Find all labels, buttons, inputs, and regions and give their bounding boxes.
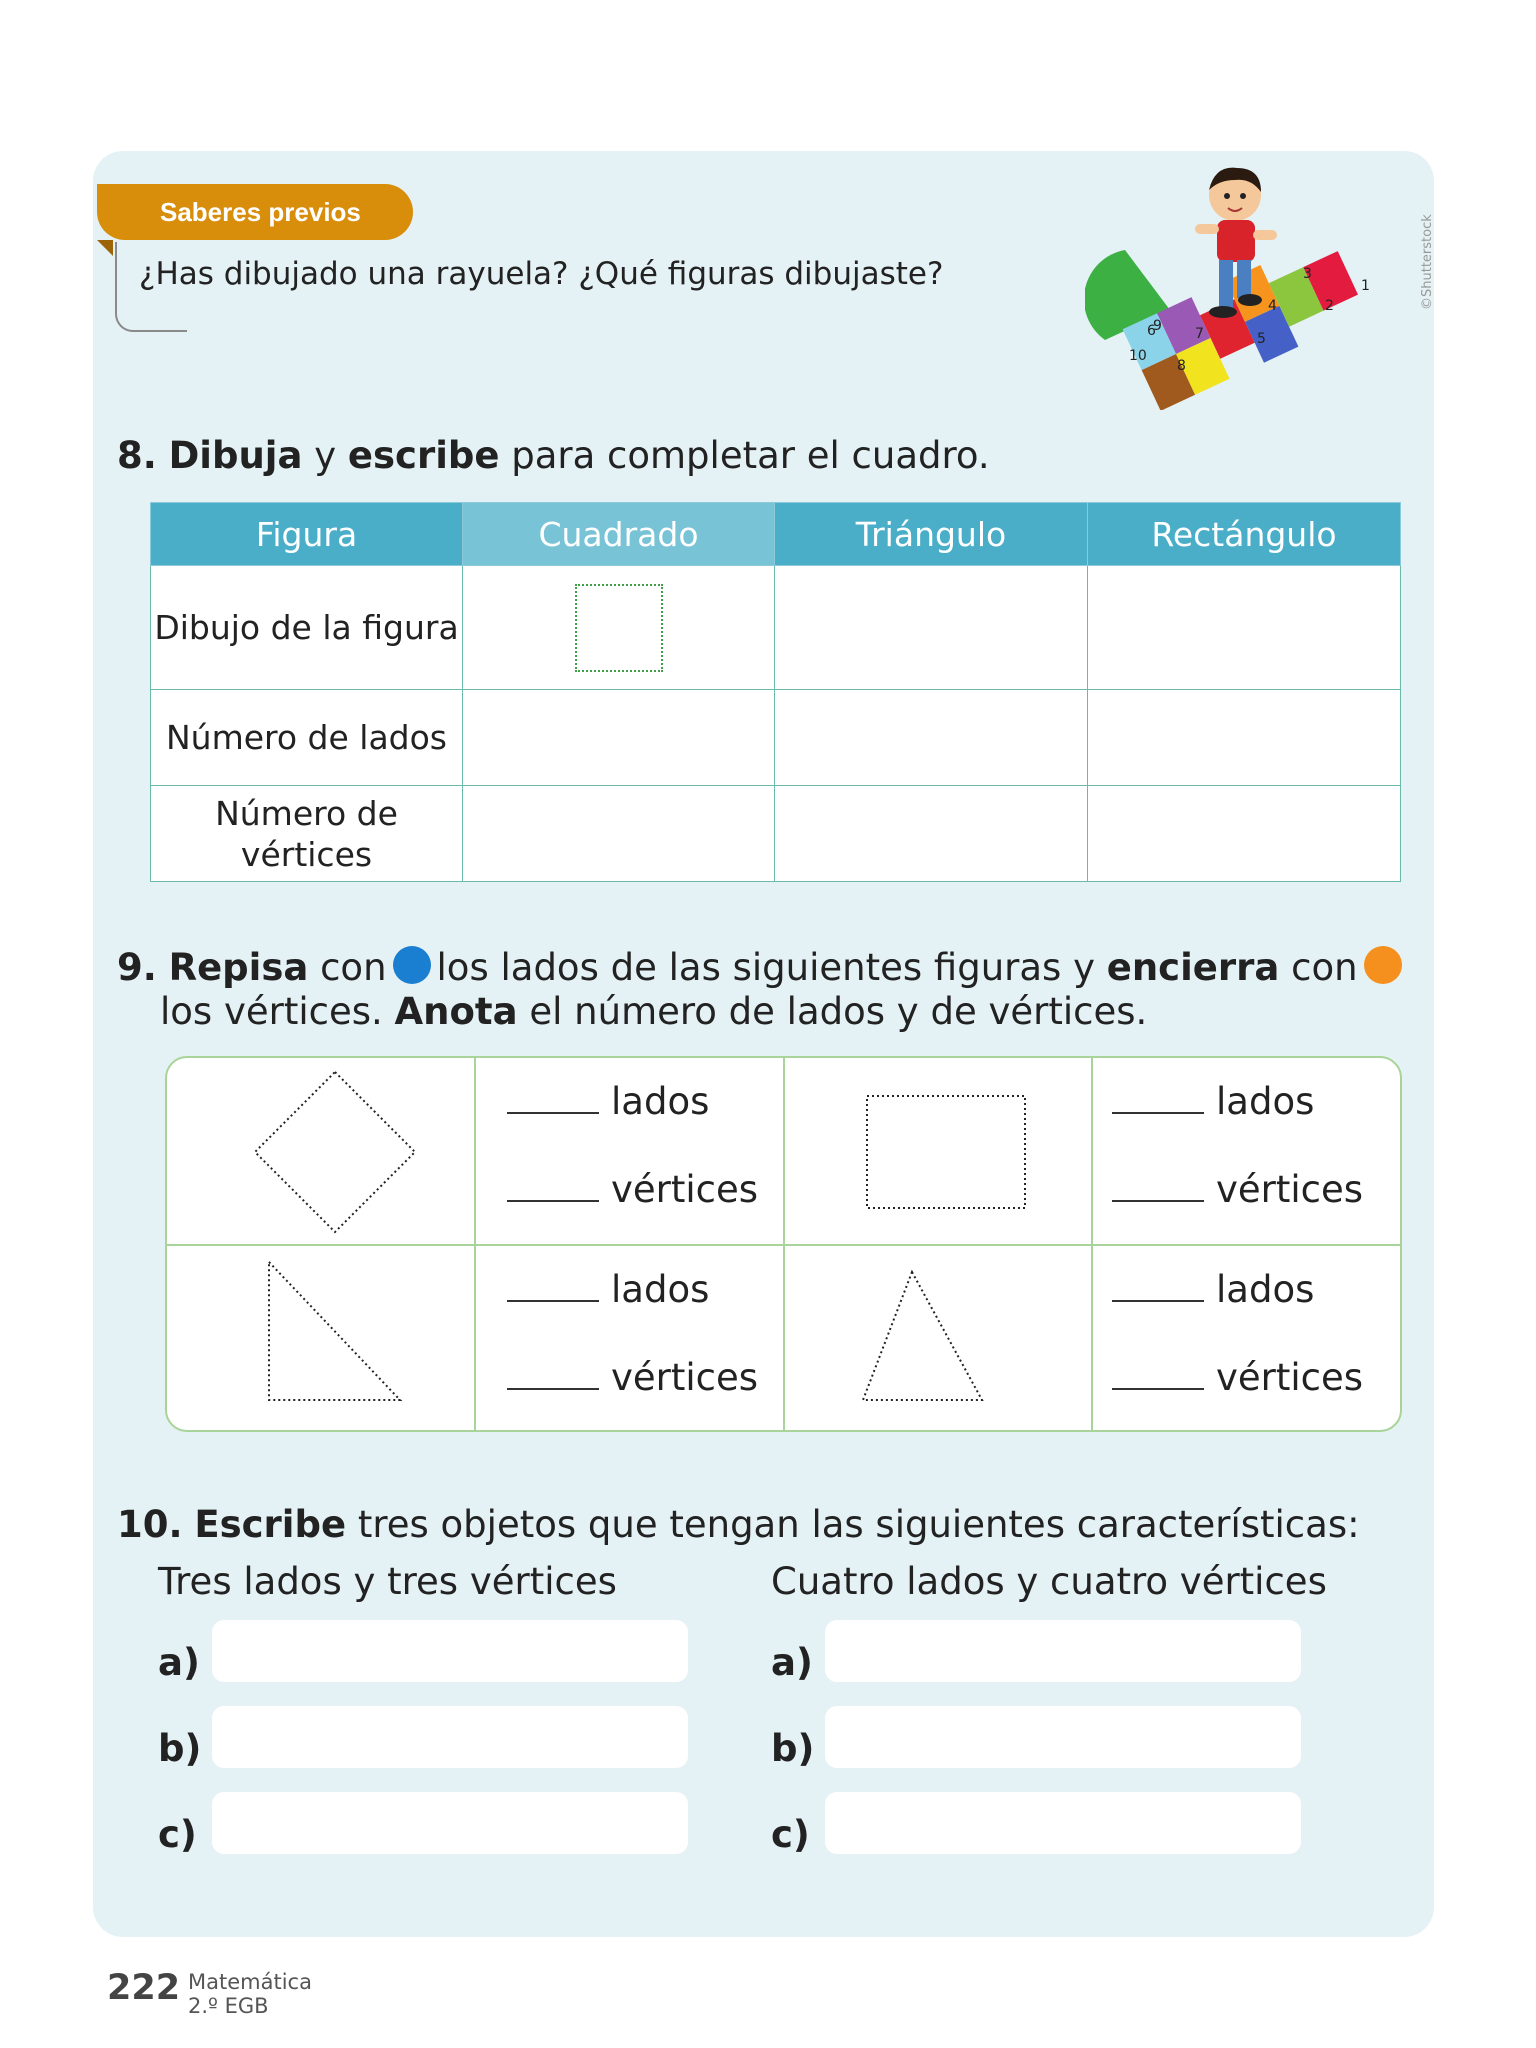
answer-blank[interactable] (1112, 1200, 1204, 1202)
vertices-label: vértices (1216, 1356, 1364, 1399)
answer-blank[interactable] (1112, 1112, 1204, 1114)
ex8-rest: para completar el cuadro. (511, 434, 990, 477)
ex10-col1-letter-b: b) (158, 1727, 202, 1770)
cell-lados-triangulo[interactable] (775, 690, 1088, 786)
answer-blank[interactable] (1112, 1388, 1204, 1390)
ex10-col2-title: Cuatro lados y cuatro vértices (771, 1560, 1327, 1603)
cell-dibujo-cuadrado[interactable] (463, 566, 775, 690)
hop-number: 6 (1147, 323, 1156, 339)
shapes-grid (165, 1056, 1402, 1432)
ex10-col1-answer-b[interactable] (212, 1706, 688, 1768)
ex10-col2-answer-c[interactable] (825, 1792, 1301, 1854)
ex8-number: 8. (117, 434, 157, 477)
ex10-col1-answer-a[interactable] (212, 1620, 688, 1682)
ex9-verb-encierra: encierra (1106, 946, 1280, 989)
page-number: 222 (107, 1968, 181, 2008)
ex9-heading-line2 (160, 990, 1147, 1034)
cell-lados-rectangulo[interactable] (1088, 690, 1401, 786)
orange-crayon-icon (1364, 946, 1402, 984)
ex10-number: 10. (117, 1503, 183, 1546)
cell-vertices-rectangulo[interactable] (1088, 786, 1401, 882)
ex9-line2b: el número de lados y de vértices. (529, 990, 1148, 1033)
row-label-lados: Número de lados (151, 690, 463, 786)
ex9-line2a: los vértices. (160, 990, 383, 1033)
row-label-vertices: Número de vértices (151, 786, 463, 882)
ex9-verb-repisa: Repisa (168, 946, 309, 989)
lados-label: lados (611, 1268, 710, 1311)
ex10-col1-letter-c: c) (158, 1813, 197, 1856)
answer-blank[interactable] (507, 1112, 599, 1114)
dotted-rhombus[interactable] (255, 1072, 415, 1232)
ex8-heading (117, 434, 990, 478)
row-label-dibujo: Dibujo de la figura (151, 566, 463, 690)
cell-vertices-triangulo[interactable] (775, 786, 1088, 882)
header-figura: Figura (151, 503, 463, 566)
header-triangulo: Triángulo (775, 503, 1088, 566)
header-rectangulo: Rectángulo (1088, 503, 1401, 566)
vertices-label: vértices (1216, 1168, 1364, 1211)
cell-dibujo-rectangulo[interactable] (1088, 566, 1401, 690)
ex10-col1-title: Tres lados y tres vértices (158, 1560, 617, 1603)
hopscotch-boy-illustration (1085, 160, 1395, 410)
hop-number: 1 (1361, 278, 1370, 294)
hop-number: 3 (1303, 266, 1312, 282)
book-subject: Matemática (188, 1970, 312, 1994)
ex10-rest: tres objetos que tengan las siguientes características: (357, 1503, 1360, 1546)
ex9-con1: con (320, 946, 387, 989)
header-cuadrado: Cuadrado (463, 503, 775, 566)
answer-vertices-rhombus[interactable] (507, 1168, 758, 1211)
hop-number: 10 (1129, 348, 1147, 364)
ex10-col2-letter-b: b) (771, 1727, 815, 1770)
ex10-col1-answer-c[interactable] (212, 1792, 688, 1854)
vertices-label: vértices (611, 1168, 759, 1211)
cell-vertices-cuadrado[interactable] (463, 786, 775, 882)
ex10-col2-letter-a: a) (771, 1641, 813, 1684)
answer-vertices-rectangle[interactable] (1112, 1168, 1363, 1211)
ex10-heading (117, 1503, 1360, 1547)
ex10-col2-answer-a[interactable] (825, 1620, 1301, 1682)
book-grade: 2.º EGB (188, 1994, 269, 2018)
ex9-heading-line1 (117, 946, 1408, 990)
blue-crayon-icon (393, 946, 431, 984)
dotted-triangle[interactable] (863, 1272, 982, 1400)
cell-lados-cuadrado[interactable] (463, 690, 775, 786)
ex10-col2-letter-c: c) (771, 1813, 810, 1856)
lados-label: lados (1216, 1268, 1315, 1311)
vertices-label: vértices (611, 1356, 759, 1399)
hop-number: 2 (1325, 298, 1334, 314)
ex10-col1-letter-a: a) (158, 1641, 200, 1684)
badge-fold (97, 240, 113, 256)
answer-blank[interactable] (507, 1200, 599, 1202)
hop-number: 4 (1268, 298, 1277, 314)
book-info (188, 1970, 312, 2018)
photo-credit: ©Shutterstock (1420, 214, 1435, 310)
lados-label: lados (1216, 1080, 1315, 1123)
answer-vertices-triangle[interactable] (1112, 1356, 1363, 1399)
ex9-number: 9. (117, 946, 157, 989)
shapes-table (150, 502, 1401, 882)
ex10-verb-escribe: Escribe (194, 1503, 347, 1546)
hop-number: 9 (1153, 318, 1162, 334)
ex9-mid: los lados de las siguientes figuras y (436, 946, 1095, 989)
dotted-rectangle[interactable] (867, 1096, 1025, 1208)
answer-blank[interactable] (507, 1300, 599, 1302)
hop-number: 7 (1195, 326, 1204, 342)
answer-vertices-right-triangle[interactable] (507, 1356, 758, 1399)
answer-lados-rhombus[interactable] (507, 1080, 709, 1123)
ex8-and: y (314, 434, 337, 477)
answer-blank[interactable] (1112, 1300, 1204, 1302)
saberes-question: ¿Has dibujado una rayuela? ¿Qué figuras dibujaste? (139, 256, 944, 292)
dotted-right-triangle[interactable] (269, 1262, 400, 1400)
ex9-con2: con (1291, 946, 1358, 989)
answer-blank[interactable] (507, 1388, 599, 1390)
hop-number: 5 (1257, 331, 1266, 347)
hop-number: 8 (1177, 358, 1186, 374)
saberes-previos-badge: Saberes previos (97, 184, 413, 240)
lados-label: lados (611, 1080, 710, 1123)
ex8-verb-dibuja: Dibuja (168, 434, 303, 477)
ex10-col2-answer-b[interactable] (825, 1706, 1301, 1768)
answer-lados-right-triangle[interactable] (507, 1268, 709, 1311)
ex8-verb-escribe: escribe (347, 434, 500, 477)
answer-lados-rectangle[interactable] (1112, 1080, 1314, 1123)
dotted-square-guide (575, 584, 663, 672)
ex9-verb-anota: Anota (394, 990, 518, 1033)
cell-dibujo-triangulo[interactable] (775, 566, 1088, 690)
answer-lados-triangle[interactable] (1112, 1268, 1314, 1311)
